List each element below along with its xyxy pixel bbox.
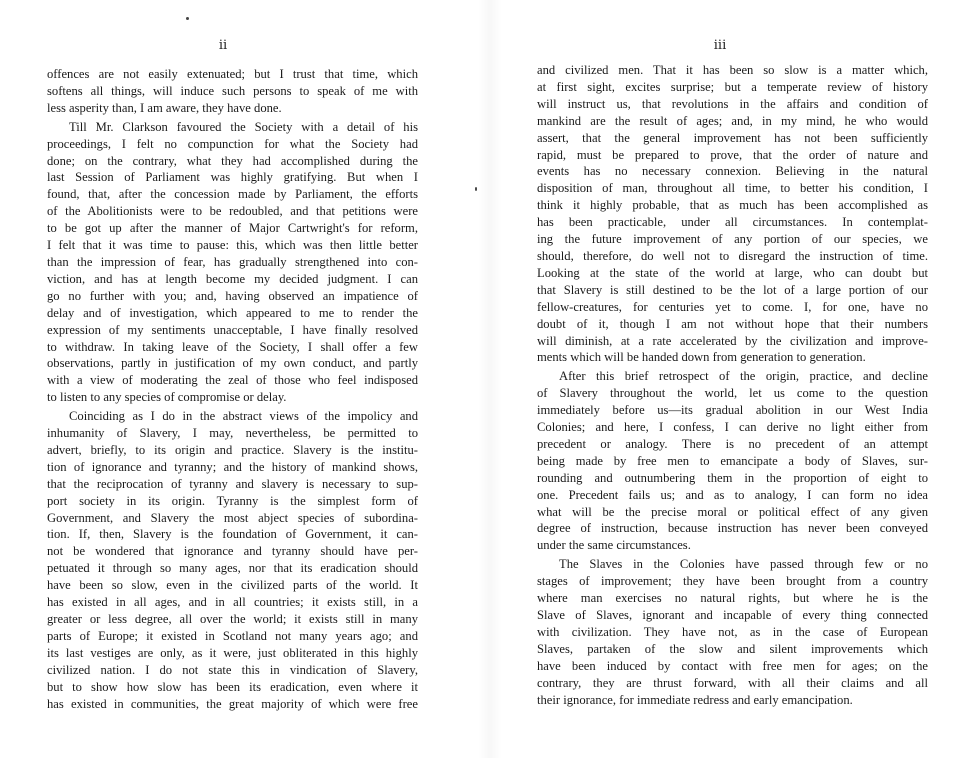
text-line: should, therefore, do well not to disregard the instruction of time. (537, 248, 928, 263)
text-line: advert, briefly, to its origin and practice. Slavery is the institu- (47, 442, 418, 457)
text-line: its last vestiges are only, as it were, just obliterated in this highly (47, 645, 418, 660)
text-line: Looking at the state of the world at large, who can doubt but (537, 265, 928, 280)
text-line: think it highly probable, that as much has been accomplished as (537, 198, 928, 213)
text-line: their ignorance, for immediate redress and early emancipation. (537, 692, 853, 707)
text-line: viction, and has at length become my decided judgment. I can (47, 271, 418, 286)
text-line: rapid, must be prepared to prove, that the order of nature and (537, 147, 928, 162)
text-line: under the same circumstances. (537, 538, 691, 553)
text-line: offences are not easily extenuated; but I trust that time, which (47, 67, 418, 81)
text-line: last Session of Parliament was highly gratifying. But when I (47, 170, 418, 185)
text-line: found, that, after the concession made by Parliament, the efforts (47, 187, 418, 202)
text-line: being made by free men to emancipate a body of Slaves, sur- (537, 453, 928, 468)
text-line: have been so slow, even in the civilized parts of the world. It (47, 578, 418, 593)
text-line: observations, partly in justification of my own conduct, and partly (47, 356, 418, 371)
text-line: contrary, they are thrust forward, with all their claims and all (537, 675, 928, 690)
text-line: rounding and outnumbering them in the proportion of eight to (537, 470, 928, 485)
text-line: to be got up after the manner of Major Cartwright's for reform, (47, 221, 418, 236)
text-line: of the Abolitionists were to be redoubled, and that petitions were (47, 204, 418, 219)
text-line: has existed in all ages, and in all countries; it exists still, in a (47, 595, 418, 610)
text-line: Slaves, partaken of the slow and silent improvements which (537, 641, 928, 656)
page-body-text (537, 62, 928, 708)
text-line: petuated it through so many ages, nor that its eradication should (47, 561, 418, 576)
text-line: has been practicable, under all circumstances. In contemplat- (537, 215, 928, 230)
text-line: that Slavery is still destined to be the lot of a large portion of our (537, 282, 928, 297)
text-line: port society in its origin. Tyranny is the simplest form of (47, 493, 418, 508)
text-line: go no further with you; and, having observed an impatience of (47, 288, 418, 303)
text-line: greater or less degree, all over the world; it exists still in many (47, 612, 418, 626)
text-line: with civilization. They have not, as in the case of European (537, 624, 928, 639)
text-line: Till Mr. Clarkson favoured the Society with a detail of his (69, 119, 418, 134)
text-line: tion of ignorance and tyranny; and the history of mankind shows, (47, 459, 418, 474)
text-line: After this brief retrospect of the origin, practice, and decline (559, 369, 928, 384)
text-line: to withdraw. In taking leave of the Society, I shall offer a few (47, 339, 418, 354)
text-line: stages of improvement; they have been brought from a country (537, 574, 928, 589)
text-line: precedent or analogy. There is no precedent of an attempt (537, 436, 928, 451)
text-line: Coinciding as I do in the abstract views of the impolicy and (69, 409, 418, 424)
text-line: expression of my sentiments unacceptable, I have finally resolved (47, 322, 418, 337)
text-line: have been induced by contact with free men for ages; on the (537, 658, 928, 673)
text-line: civilized nation. I do not state this in vindication of Slavery, (47, 662, 418, 677)
text-line: but to show how slow has been its eradication, even where it (47, 679, 418, 694)
text-line: Slave of Slaves, ignorant and incapable of every thing connected (537, 608, 928, 622)
text-line: The Slaves in the Colonies have passed through few or no (559, 557, 928, 572)
text-line: and civilized men. That it has been so slow is a matter which, (537, 63, 928, 77)
page-number: ii (218, 38, 228, 53)
text-line: delay and of investigation, which appeared to me to render the (47, 305, 418, 320)
text-line: of Slavery throughout the world, let us come to the question (537, 386, 928, 401)
text-line: softens all things, will induce such persons to speak of me with (47, 83, 418, 98)
text-line: with a view of moderating the zeal of those who feel indisposed (47, 373, 418, 388)
text-line: to listen to any species of compromise or delay. (47, 390, 287, 405)
text-line: done; on the contrary, what they had accomplished during the (47, 153, 418, 168)
text-line: has existed in communities, the great majority of which were free (47, 696, 418, 711)
text-line: will instruct us, that revolutions in the affairs and condition of (537, 96, 928, 111)
text-line: mankind are the result of ages; and, in my mind, he who would (537, 113, 928, 128)
text-line: fellow-creatures, for centuries yet to come. I, for one, have no (537, 299, 928, 314)
text-line: one. Precedent fails us; and as to analogy, I can form no idea (537, 487, 928, 502)
text-line: than the impression of fear, has gradually strengthened into con- (47, 254, 418, 269)
text-line: that the reciprocation of tyranny and slavery is necessary to sup- (47, 476, 418, 491)
text-line: disposition of man, throughout all time, to better his condition, I (537, 181, 928, 196)
text-line: inhumanity of Slavery, I may, nevertheless, be permitted to (47, 426, 418, 441)
text-line: degree of instruction, because instruction has never been conveyed (537, 521, 928, 536)
text-line: not be wondered that ignorance and tyranny should have per- (47, 544, 418, 559)
page-body-text (47, 66, 418, 712)
text-line: parts of Europe; it existed in Scotland not many years ago; and (47, 628, 418, 643)
text-line: ments which will be handed down from generation to generation. (537, 350, 866, 365)
text-line: what will be the precise moral or political effect of any given (537, 504, 928, 519)
right-page (490, 0, 980, 758)
text-line: immediately before us—its gradual abolition in our West India (537, 403, 928, 418)
page-number: iii (713, 38, 727, 53)
text-line: proceedings, I felt no compunction for what the Society had (47, 136, 418, 151)
text-line: Government, and Slavery the most abject species of subordina- (47, 510, 418, 525)
text-line: less asperity than, I am aware, they have done. (47, 100, 282, 115)
text-line: doubt of it, though I am not without hope that their numbers (537, 316, 928, 331)
text-line: where man exercises no natural rights, but where he is the (537, 591, 928, 606)
text-line: ing the future improvement of any portion of our species, we (537, 232, 928, 247)
text-line: Colonies; and here, I confess, I can derive no light either from (537, 420, 928, 435)
text-line: will diminish, at a rate accelerated by the civilization and improve- (537, 333, 928, 348)
text-line: I felt that it was time to pause: this, which was then little better (47, 238, 418, 253)
text-line: events has no necessary connexion. Believing in the natural (537, 164, 928, 179)
text-line: assert, that the general improvement has not been sufficiently (537, 130, 928, 145)
text-line: at first sight, excites surprise; but a temperate review of history (537, 79, 928, 94)
text-line: tion. If, then, Slavery is the foundation of Government, it can- (47, 527, 418, 542)
